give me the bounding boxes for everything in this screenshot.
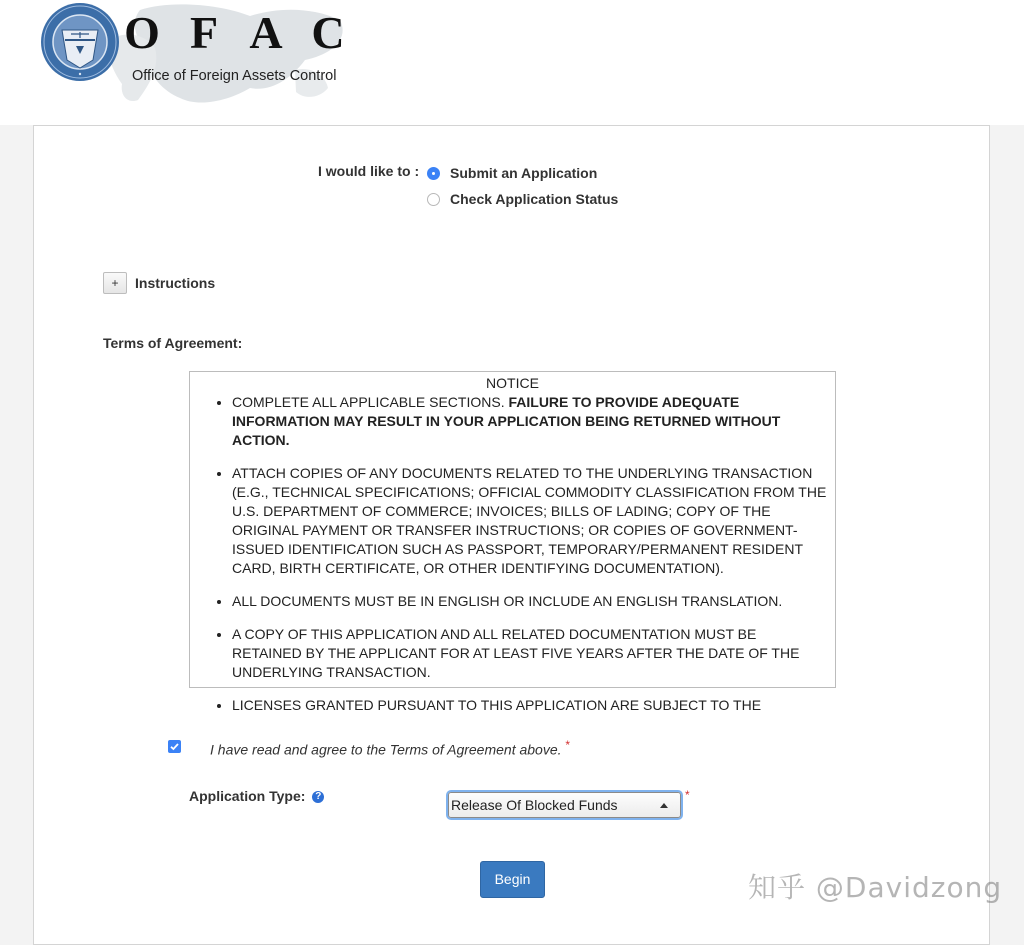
- agree-terms-label[interactable]: [210, 738, 570, 758]
- notice-item: • ALL DOCUMENTS MUST BE IN ENGLISH OR INCLUDE AN ENGLISH TRANSLATION.: [232, 592, 835, 611]
- application-type-label: [189, 788, 324, 804]
- terms-notice-scrollbox[interactable]: [189, 371, 836, 713]
- radio-submit-application[interactable]: [427, 167, 440, 180]
- watermark-text: 知乎 @Davidzong: [748, 871, 1003, 904]
- notice-item-1-text: COMPLETE ALL APPLICABLE SECTIONS.: [232, 394, 509, 410]
- radio-option-check-status[interactable]: [427, 191, 618, 207]
- application-type-value: Release Of Blocked Funds: [451, 797, 618, 813]
- apply-prompt-label: I would like to :: [318, 163, 420, 179]
- brand-letter: O: [124, 7, 160, 58]
- notice-heading: NOTICE: [486, 375, 539, 391]
- notice-item: • A COPY OF THIS APPLICATION AND ALL RELATED DOCUMENTATION MUST BE RETAINED BY THE APPLICANT FOR AT LEAST FIVE YEARS AFTER THE DATE OF THE UNDERLYING TRANSACTION.: [232, 625, 835, 682]
- site-header: [0, 0, 1024, 125]
- brand-subtitle: Office of Foreign Assets Control: [132, 68, 337, 84]
- brand-letter: F: [189, 7, 219, 58]
- agree-terms-text: I have read and agree to the Terms of Agreement above.: [210, 741, 562, 758]
- required-marker: *: [685, 788, 690, 802]
- required-marker: *: [565, 738, 571, 752]
- instructions-label[interactable]: Instructions: [135, 275, 216, 291]
- checkmark-icon: [169, 741, 180, 752]
- notice-item: • LICENSES GRANTED PURSUANT TO THIS APPLICATION ARE SUBJECT TO THE: [232, 696, 835, 715]
- application-type-text: Application Type:: [189, 788, 306, 804]
- notice-item: • ATTACH COPIES OF ANY DOCUMENTS RELATED TO THE UNDERLYING TRANSACTION (E.G., TECHNICAL SPECIFICATIONS; OFFICIAL COMMODITY CLASSIFICATION FROM THE U.S. DEPARTMENT OF COMMERCE; INVOICES; BILLS OF LADING; COPY OF THE ORIGINAL PAYMENT OR TRANSFER INSTRUCTIONS; OR COPIES OF GOVERNMENT-ISSUED IDENTIFICATION SUCH AS PASSPORT, TEMPORARY/PERMANENT RESIDENT CARD, BIRTH CERTIFICATE, OR OTHER IDENTIFYING DOCUMENTATION).: [232, 464, 835, 578]
- radio-label-check-status[interactable]: Check Application Status: [450, 191, 619, 207]
- notice-list: [190, 393, 835, 715]
- brand-letter: C: [311, 7, 345, 58]
- radio-label-submit[interactable]: Submit an Application: [450, 165, 598, 181]
- radio-check-status[interactable]: [427, 193, 440, 206]
- radio-option-submit[interactable]: [427, 165, 597, 181]
- begin-button[interactable]: Begin: [480, 861, 545, 898]
- treasury-seal-logo: [38, 2, 122, 82]
- notice-item: [232, 393, 835, 450]
- ofac-wordmark: [124, 6, 346, 59]
- terms-title: Terms of Agreement:: [103, 335, 243, 351]
- caret-up-icon: [660, 803, 668, 808]
- application-form-panel: [33, 125, 990, 945]
- instructions-expand-button[interactable]: +: [103, 272, 127, 294]
- help-icon[interactable]: ?: [312, 791, 324, 803]
- application-type-select[interactable]: [448, 792, 681, 818]
- agree-terms-checkbox[interactable]: [168, 740, 181, 753]
- brand-letter: A: [249, 7, 283, 58]
- notice-item-1-bold: FAILURE TO PROVIDE ADEQUATE INFORMATION MAY RESULT IN YOUR APPLICATION BEING RETURNED WITHOUT ACTION.: [232, 394, 781, 448]
